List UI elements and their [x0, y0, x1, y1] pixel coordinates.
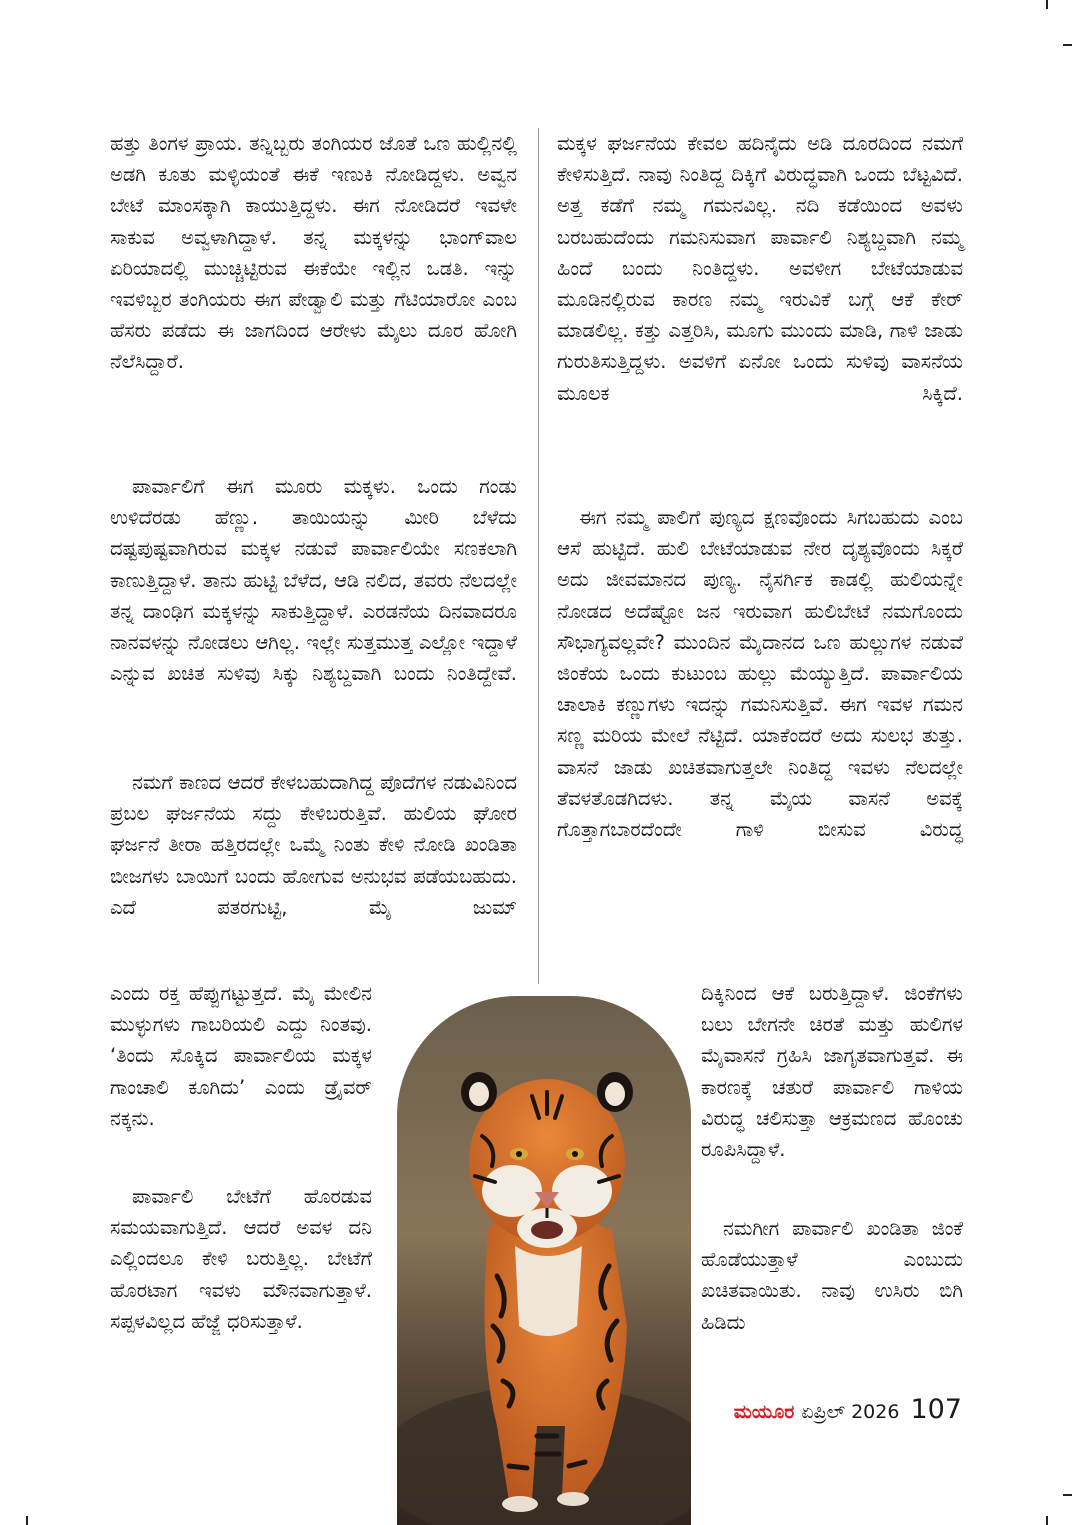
col1-paragraph-3-continued: ಎಂದು ರಕ್ತ ಹೆಪ್ಪುಗಟ್ಟುತ್ತದೆ. ಮೈ ಮೇಲಿನ ಮುಳ್ಳುಗಳು ಗಾಬರಿಯಲಿ ಎದ್ದು ನಿಂತವು. ‘ತಿಂದು ಸೊಕ್ಕಿದ ಪಾರ್ವಾಲಿಯ ಮಕ್ಕಳ ಗಾಂಚಾಲಿ ಕೂಗಿದು’ ಎಂದು ಡ್ರೈವರ್ ನಕ್ಕನು.: [110, 982, 372, 1130]
col2-paragraph-1: ಮಕ್ಕಳ ಘರ್ಜನೆಯ ಕೇವಲ ಹದಿನೈದು ಅಡಿ ದೂರದಿಂದ ನಮಗೆ ಕೇಳಿಸುತ್ತಿದೆ. ನಾವು ನಿಂತಿದ್ದ ದಿಕ್ಕಿಗೆ ವಿರುದ್ಧವಾಗಿ ಒಂದು ಬೆಟ್ಟವಿದೆ. ಅತ್ತ ಕಡೆಗೆ ನಮ್ಮ ಗಮನವಿಲ್ಲ. ನದಿ ಕಡೆಯಿಂದ ಅವಳು ಬರಬಹುದೆಂದು ಗಮನಿಸುವಾಗ ಪಾರ್ವಾಲಿ ನಿಶ್ಯಬ್ದವಾಗಿ ನಮ್ಮ ಹಿಂದೆ ಬಂದು ನಿಂತಿದ್ದಳು. ಅವಳೀಗ ಬೇಟೆಯಾಡುವ ಮೂಡಿನಲ್ಲಿರುವ ಕಾರಣ ನಮ್ಮ ಇರುವಿಕೆ ಬಗ್ಗೆ ಆಕೆ ಕೇರ್ ಮಾಡಲಿಲ್ಲ. ಕತ್ತು ಎತ್ತರಿಸಿ, ಮೂಗು ಮುಂದು ಮಾಡಿ, ಗಾಳಿ ಜಾಡು ಗುರುತಿಸುತ್ತಿದ್ದಳು. ಅವಳಿಗೆ ಏನೋ ಒಂದು ಸುಳಿವು ವಾಸನೆಯ ಮೂಲಕ ಸಿಕ್ಕಿದೆ.: [557, 132, 963, 405]
crop-mark-bottom-left: [26, 1516, 28, 1525]
col1-paragraph-1: ಹತ್ತು ತಿಂಗಳ ಪ್ರಾಯ. ತನ್ನಿಬ್ಬರು ತಂಗಿಯರ ಜೊತೆ ಒಣ ಹುಲ್ಲಿನಲ್ಲಿ ಅಡಗಿ ಕೂತು ಮಳ್ಳಿಯಂತೆ ಈಕೆ ಇಣುಕಿ ನೋಡಿದ್ದಳು. ಅವ್ವನ ಬೇಟೆ ಮಾಂಸಕ್ಕಾಗಿ ಕಾಯುತ್ತಿದ್ದಳು. ಈಗ ನೋಡಿದರೆ ಇವಳೇ ಸಾಕುವ ಅವ್ವಳಾಗಿದ್ದಾಳೆ. ತನ್ನ ಮಕ್ಕಳನ್ನು ಭಾಂಗ್‌ವಾಲ ಏರಿಯಾದಲ್ಲಿ ಮುಚ್ಚಿಟ್ಟಿರುವ ಈಕೆಯೇ ಇಲ್ಲಿನ ಒಡತಿ. ಇನ್ನು ಇವಳಿಬ್ಬರ ತಂಗಿಯರು ಈಗ ಪೇಡ್ವಾಲಿ ಮತ್ತು ಗೆಟಿಯಾರೋ ಎಂಬ ಹೆಸರು ಪಡೆದು ಈ ಜಾಗದಿಂದ ಆರೇಳು ಮೈಲು ದೂರ ಹೋಗಿ ನೆಲೆಸಿದ್ದಾರೆ.: [110, 132, 517, 374]
col1-paragraph-4: ಪಾರ್ವಾಲಿ ಬೇಟೆಗೆ ಹೊರಡುವ ಸಮಯವಾಗುತ್ತಿದೆ. ಆದರೆ ಅವಳ ದನಿ ಎಲ್ಲಿಂದಲೂ ಕೇಳಿ ಬರುತ್ತಿಲ್ಲ. ಬೇಟೆಗೆ ಹೊರಟಾಗ ಇವಳು ಮೌನವಾಗುತ್ತಾಳೆ. ಸಪ್ಪಳವಿಲ್ಲದ ಹೆಜ್ಜೆ ಧರಿಸುತ್ತಾಳೆ.: [110, 1185, 372, 1333]
tiger-photo: [397, 996, 691, 1525]
col2-paragraph-2-continued: ದಿಕ್ಕಿನಿಂದ ಆಕೆ ಬರುತ್ತಿದ್ದಾಳೆ. ಜಿಂಕೆಗಳು ಬಲು ಬೇಗನೇ ಚಿರತೆ ಮತ್ತು ಹುಲಿಗಳ ಮೈವಾಸನೆ ಗ್ರಹಿಸಿ ಜಾಗೃತವಾಗುತ್ತವೆ. ಈ ಕಾರಣಕ್ಕೆ ಚತುರೆ ಪಾರ್ವಾಲಿ ಗಾಳಿಯ ವಿರುದ್ಧ ಚಲಿಸುತ್ತಾ ಆಕ್ರಮಣದ ಹೊಂಚು ರೂಪಿಸಿದ್ದಾಳೆ.: [701, 982, 963, 1162]
col2-paragraph-3: ನಮಗೀಗ ಪಾರ್ವಾಲಿ ಖಂಡಿತಾ ಜಿಂಕೆ ಹೊಡೆಯುತ್ತಾಳೆ ಎಂಬುದು ಖಚಿತವಾಯಿತು. ನಾವು ಉಸಿರು ಬಿಗಿ ಹಿಡಿದು: [701, 1217, 963, 1334]
col1-paragraph-3: ನಮಗೆ ಕಾಣದ ಆದರೆ ಕೇಳಬಹುದಾಗಿದ್ದ ಪೊದೆಗಳ ನಡುವಿನಿಂದ ಪ್ರಬಲ ಘರ್ಜನೆಯ ಸದ್ದು ಕೇಳಿಬರುತ್ತಿವೆ. ಹುಲಿಯ ಘೋರ ಘರ್ಜನೆ ತೀರಾ ಹತ್ತಿರದಲ್ಲೇ ಒಮ್ಮೆ ನಿಂತು ಕೇಳಿ ನೋಡಿ ಖಂಡಿತಾ ಬೀಜಗಳು ಬಾಯಿಗೆ ಬಂದು ಹೋಗುವ ಅನುಭವ ಪಡೆಯಬಹುದು. ಎದೆ ಪತರಗುಟ್ಟಿ, ಮೈ ಜುಮ್: [110, 771, 517, 919]
crop-mark-right-lower: [1063, 1494, 1072, 1496]
crop-mark-top-right: [1046, 0, 1048, 9]
crop-mark-right-upper: [1063, 44, 1072, 46]
tiger-illustration: [397, 996, 691, 1525]
col2-paragraph-2: ಈಗ ನಮ್ಮ ಪಾಲಿಗೆ ಪುಣ್ಯದ ಕ್ಷಣವೊಂದು ಸಿಗಬಹುದು ಎಂಬ ಆಸೆ ಹುಟ್ಟಿದೆ. ಹುಲಿ ಬೇಟೆಯಾಡುವ ನೇರ ದೃಶ್ಯವೊಂದು ಸಿಕ್ಕರೆ ಅದು ಜೀವಮಾನದ ಪುಣ್ಯ. ನೈಸರ್ಗಿಕ ಕಾಡಲ್ಲಿ ಹುಲಿಯನ್ನೇ ನೋಡದ ಅದೆಷ್ಟೋ ಜನ ಇರುವಾಗ ಹುಲಿಬೇಟೆ ನಮಗೊಂದು ಸೌಭಾಗ್ಯವಲ್ಲವೇ? ಮುಂದಿನ ಮೈದಾನದ ಒಣ ಹುಲ್ಲುಗಳ ನಡುವೆ ಜಿಂಕೆಯ ಒಂದು ಕುಟುಂಬ ಹುಲ್ಲು ಮೆಯ್ಯುತ್ತಿದೆ. ಪಾರ್ವಾಲಿಯ ಚಾಲಾಕಿ ಕಣ್ಣುಗಳು ಇದನ್ನು ಗಮನಿಸುತ್ತಿವೆ. ಈಗ ಇವಳ ಗಮನ ಸಣ್ಣ ಮರಿಯ ಮೇಲೆ ನೆಟ್ಟಿದೆ. ಯಾಕೆಂದರೆ ಅದು ಸುಲಭ ತುತ್ತು. ವಾಸನೆ ಜಾಡು ಖಚಿತವಾಗುತ್ತಲೇ ನಿಂತಿದ್ದ ಇವಳು ನೆಲದಲ್ಲೇ ತೆವಳತೊಡಗಿದಳು. ತನ್ನ ಮೈಯ ವಾಸನೆ ಅವಕ್ಕೆ ಗೊತ್ತಾಗಬಾರದೆಂದೇ ಗಾಳಿ ಬೀಸುವ ವಿರುದ್ಧ: [557, 506, 963, 842]
magazine-logo: ಮಯೂರ: [733, 1401, 795, 1423]
column-divider: [538, 128, 539, 984]
page-number: 107: [910, 1394, 962, 1425]
col1-paragraph-2: ಪಾರ್ವಾಲಿಗೆ ಈಗ ಮೂರು ಮಕ್ಕಳು. ಒಂದು ಗಂಡು ಉಳಿದೆರಡು ಹೆಣ್ಣು. ತಾಯಿಯನ್ನು ಮೀರಿ ಬೆಳೆದು ದಷ್ಟಪುಷ್ಟವಾಗಿರುವ ಮಕ್ಕಳ ನಡುವೆ ಪಾರ್ವಾಲಿಯೇ ಸಣಕಲಾಗಿ ಕಾಣುತ್ತಿದ್ದಾಳೆ. ತಾನು ಹುಟ್ಟಿ ಬೆಳೆದ, ಆಡಿ ನಲಿದ, ತವರು ನೆಲದಲ್ಲೇ ತನ್ನ ದಾಂಢಿಗ ಮಕ್ಕಳನ್ನು ಸಾಕುತ್ತಿದ್ದಾಳೆ. ಎರಡನೆಯ ದಿನವಾದರೂ ನಾನವಳನ್ನು ನೋಡಲು ಆಗಿಲ್ಲ. ಇಲ್ಲೇ ಸುತ್ತಮುತ್ತ ಎಲ್ಲೋ ಇದ್ದಾಳೆ ಎನ್ನುವ ಖಚಿತ ಸುಳಿವು ಸಿಕ್ಕು ನಿಶ್ಯಬ್ದವಾಗಿ ಬಂದು ನಿಂತಿದ್ದೇವೆ.: [110, 475, 517, 686]
page-footer: [734, 1394, 962, 1425]
issue-date: ಏಪ್ರಿಲ್ 2026: [801, 1401, 900, 1423]
crop-mark-bottom-right: [1046, 1516, 1048, 1525]
